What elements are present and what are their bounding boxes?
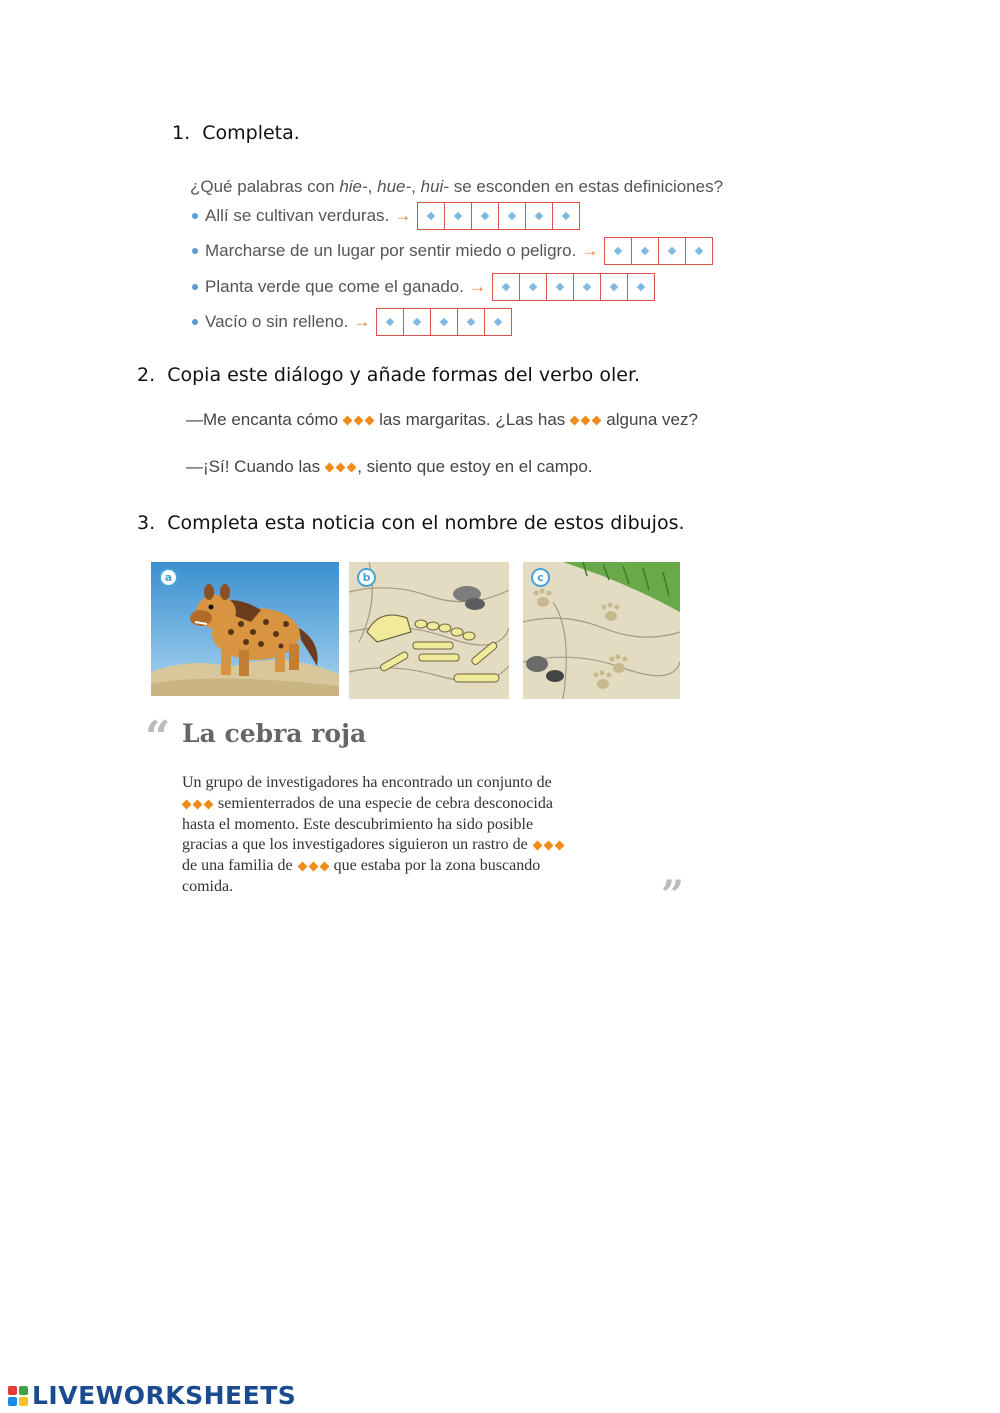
answer-boxes-4[interactable]: [376, 308, 512, 336]
orange-diamond-icon: [570, 416, 580, 426]
diamond-icon: [386, 318, 394, 326]
bullet-icon: [192, 213, 198, 219]
blank-answer[interactable]: [533, 842, 564, 849]
intro-prefix-hie: hie-: [339, 177, 368, 196]
letter-box[interactable]: [377, 309, 404, 335]
diamond-icon: [641, 247, 649, 255]
diamond-icon: [494, 318, 502, 326]
dialog-text: alguna vez?: [606, 410, 698, 429]
orange-diamond-icon: [554, 840, 564, 850]
logo-square: [8, 1386, 17, 1395]
news-line-1: Un grupo de investigadores ha encontrado un conjunto de: [182, 774, 552, 791]
hyena-illustration: [151, 562, 339, 696]
news-text: gracias a que los investigadores siguieron un rastro de: [182, 836, 528, 853]
letter-box[interactable]: [445, 203, 472, 229]
letter-box[interactable]: [431, 309, 458, 335]
bullet-icon: [192, 319, 198, 325]
footer-brand-text[interactable]: LIVEWORKSHEETS: [32, 1381, 297, 1410]
orange-diamond-icon: [336, 463, 346, 473]
orange-diamond-icon: [308, 861, 318, 871]
picture-c-paw-prints: [523, 562, 680, 699]
news-line-4: [182, 835, 569, 855]
arrow-icon: →: [581, 241, 599, 260]
letter-box[interactable]: [493, 274, 520, 300]
dialog-text: —¡Sí! Cuando las: [186, 457, 321, 476]
dialog-text: , siento que estoy en el campo.: [357, 457, 593, 476]
blank-answer[interactable]: [182, 801, 213, 808]
letter-box[interactable]: [574, 274, 601, 300]
arrow-icon: →: [353, 312, 371, 331]
section-1-intro: [190, 177, 723, 197]
answer-boxes-3[interactable]: [492, 273, 655, 301]
diamond-icon: [668, 247, 676, 255]
arrow-icon: →: [394, 206, 412, 225]
diamond-icon: [454, 212, 462, 220]
letter-box[interactable]: [458, 309, 485, 335]
orange-diamond-icon: [347, 463, 357, 473]
open-quote-icon: “: [145, 712, 171, 763]
letter-box[interactable]: [499, 203, 526, 229]
bullet-icon: [192, 284, 198, 290]
picture-label-a: a: [159, 568, 178, 587]
orange-diamond-icon: [543, 840, 553, 850]
intro-text: se esconden en estas definiciones?: [448, 177, 724, 196]
news-text: semienterrados de una especie de cebra desconocida: [218, 795, 553, 812]
section-1-number: 1.: [172, 122, 191, 144]
definition-row-2: [192, 237, 713, 265]
liveworksheets-logo-icon: [8, 1386, 28, 1406]
diamond-icon: [695, 247, 703, 255]
blank-answer[interactable]: [298, 863, 329, 870]
diamond-icon: [413, 318, 421, 326]
diamond-icon: [440, 318, 448, 326]
definition-text: Allí se cultivan verduras.: [205, 206, 390, 225]
orange-diamond-icon: [297, 861, 307, 871]
blank-answer[interactable]: [325, 464, 356, 471]
dialog-text: las margaritas. ¿Las has: [379, 410, 566, 429]
answer-boxes-2[interactable]: [604, 237, 713, 265]
intro-prefix-hue: hue-: [377, 177, 412, 196]
orange-diamond-icon: [365, 416, 375, 426]
letter-box[interactable]: [605, 238, 632, 264]
diamond-icon: [614, 247, 622, 255]
orange-diamond-icon: [343, 416, 353, 426]
logo-square: [19, 1397, 28, 1406]
definition-text: Marcharse de un lugar por sentir miedo o peligro.: [205, 241, 577, 260]
letter-box[interactable]: [628, 274, 654, 300]
orange-diamond-icon: [182, 799, 192, 809]
diamond-icon: [583, 283, 591, 291]
picture-label-b: b: [357, 568, 376, 587]
dialog-text: —Me encanta cómo: [186, 410, 339, 429]
blank-answer[interactable]: [343, 417, 374, 424]
diamond-icon: [467, 318, 475, 326]
picture-a-hyena: [151, 562, 339, 696]
definition-row-3: [192, 273, 655, 301]
letter-box[interactable]: [472, 203, 499, 229]
letter-box[interactable]: [520, 274, 547, 300]
orange-diamond-icon: [193, 799, 203, 809]
picture-label-c: c: [531, 568, 550, 587]
news-line-3: hasta el momento. Este descubrimiento ha sido posible: [182, 816, 534, 833]
orange-diamond-icon: [319, 861, 329, 871]
letter-box[interactable]: [547, 274, 574, 300]
letter-box[interactable]: [632, 238, 659, 264]
letter-box[interactable]: [526, 203, 553, 229]
diamond-icon: [637, 283, 645, 291]
section-3-number: 3.: [137, 512, 156, 534]
letter-box[interactable]: [686, 238, 712, 264]
picture-b-bones: [349, 562, 509, 699]
dialog-line-2: [186, 457, 593, 477]
section-3-title: Completa esta noticia con el nombre de estos dibujos.: [167, 512, 685, 534]
letter-box[interactable]: [659, 238, 686, 264]
logo-square: [8, 1397, 17, 1406]
orange-diamond-icon: [325, 463, 335, 473]
letter-box[interactable]: [485, 309, 511, 335]
diamond-icon: [610, 283, 618, 291]
diamond-icon: [427, 212, 435, 220]
letter-box[interactable]: [418, 203, 445, 229]
diamond-icon: [508, 212, 516, 220]
news-line-2: [182, 794, 553, 814]
section-2-title: Copia este diálogo y añade formas del verbo oler.: [167, 364, 641, 386]
news-line-5: [182, 856, 540, 876]
section-1-heading: [172, 122, 300, 144]
blank-answer[interactable]: [570, 417, 601, 424]
answer-boxes-1[interactable]: [417, 202, 580, 230]
arrow-icon: →: [468, 277, 486, 296]
diamond-icon: [502, 283, 510, 291]
section-1-title: Completa.: [202, 122, 300, 144]
news-line-6: comida.: [182, 878, 234, 895]
diamond-icon: [529, 283, 537, 291]
close-quote-icon: ”: [661, 872, 685, 919]
definition-text: Planta verde que come el ganado.: [205, 277, 464, 296]
news-text: de una familia de: [182, 857, 293, 874]
orange-diamond-icon: [592, 416, 602, 426]
intro-text: ,: [367, 177, 378, 196]
definition-row-4: [192, 308, 512, 336]
section-3-heading: [137, 512, 685, 534]
diamond-icon: [481, 212, 489, 220]
intro-text: ¿Qué palabras con: [190, 177, 340, 196]
logo-square: [19, 1386, 28, 1395]
intro-text: ,: [411, 177, 421, 196]
news-title: La cebra roja: [182, 719, 367, 748]
definition-row-1: [192, 202, 580, 230]
diamond-icon: [562, 212, 570, 220]
letter-box[interactable]: [553, 203, 579, 229]
news-text: que estaba por la zona buscando: [333, 857, 541, 874]
definition-text: Vacío o sin relleno.: [205, 312, 349, 331]
footer-brand: [8, 1381, 296, 1410]
section-2-number: 2.: [137, 364, 156, 386]
letter-box[interactable]: [404, 309, 431, 335]
orange-diamond-icon: [354, 416, 364, 426]
orange-diamond-icon: [581, 416, 591, 426]
intro-prefix-hui: hui-: [420, 177, 449, 196]
orange-diamond-icon: [204, 799, 214, 809]
bullet-icon: [192, 248, 198, 254]
dialog-line-1: [186, 410, 698, 430]
orange-diamond-icon: [532, 840, 542, 850]
section-2-heading: [137, 364, 640, 386]
diamond-icon: [556, 283, 564, 291]
diamond-icon: [535, 212, 543, 220]
letter-box[interactable]: [601, 274, 628, 300]
